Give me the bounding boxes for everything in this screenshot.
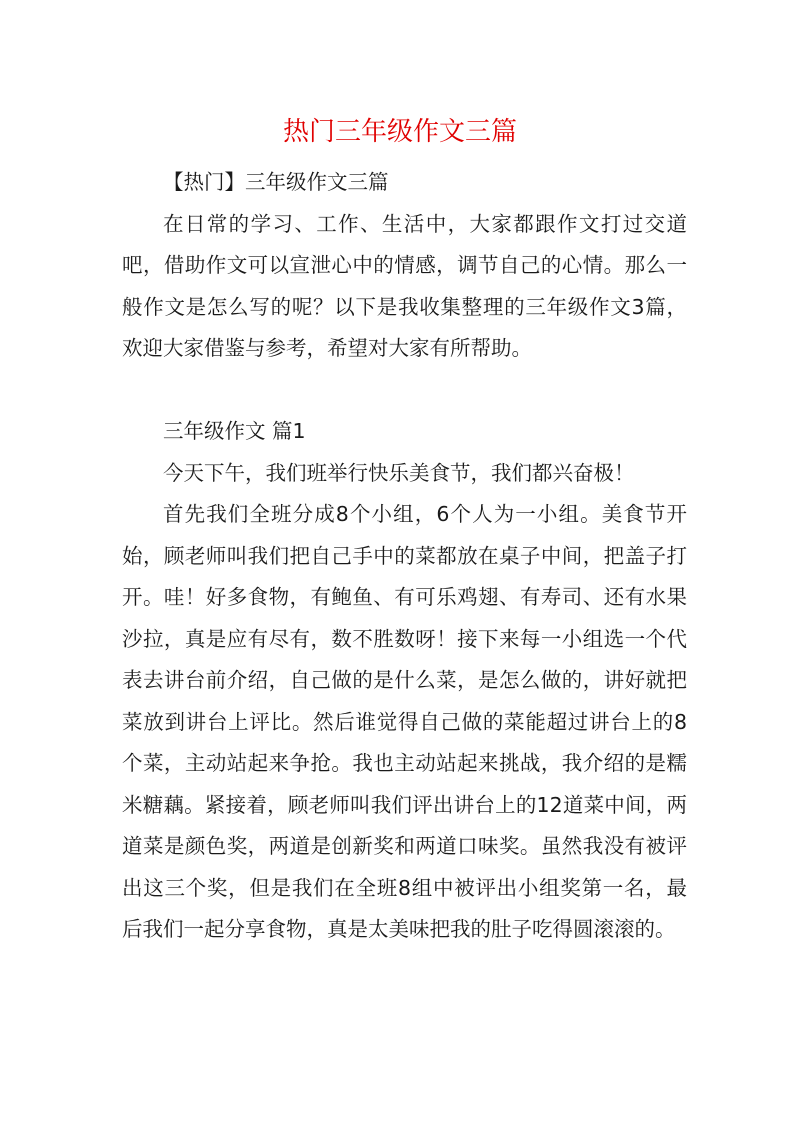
section-heading: 三年级作文 篇1 [163, 419, 306, 443]
intro-paragraph: 在日常的学习、工作、生活中，大家都跟作文打过交道吧，借助作文可以宣泄心中的情感，调节自己的心情。那么一般作文是怎么写的呢？以下是我收集整理的三年级作文3篇，欢迎大家借鉴与参考，希望对大家有所帮助。 [122, 211, 687, 360]
essay-paragraph-1: 今天下午，我们班举行快乐美食节，我们都兴奋极！ [163, 460, 635, 485]
intro-heading: 【热门】三年级作文三篇 [163, 170, 389, 194]
paragraph-spacer [122, 370, 687, 412]
document-body [122, 162, 687, 951]
document-title: 热门三年级作文三篇 [282, 117, 517, 147]
essay-paragraph-2: 首先我们全班分成8个小组，6个人为一小组。美食节开始，顾老师叫我们把自己手中的菜都放在桌子中间，把盖子打开。哇！好多食物，有鲍鱼、有可乐鸡翅、有寿司、还有水果沙拉，真是应有尽有，数不胜数呀！接下来每一小组选一个代表去讲台前介绍，自己做的是什么菜，是怎么做的，讲好就把菜放到讲台上评比。然后谁觉得自己做的菜能超过讲台上的8个菜，主动站起来争抢。我也主动站起来挑战，我介绍的是糯米糖藕。紧接着，顾老师叫我们评出讲台上的12道菜中间，两道菜是颜色奖，两道是创新奖和两道口味奖。虽然我没有被评出这三个奖，但是我们在全班8组中被评出小组奖第一名，最后我们一起分享食物，真是太美味把我的肚子吃得圆滚滚的。 [122, 502, 687, 941]
